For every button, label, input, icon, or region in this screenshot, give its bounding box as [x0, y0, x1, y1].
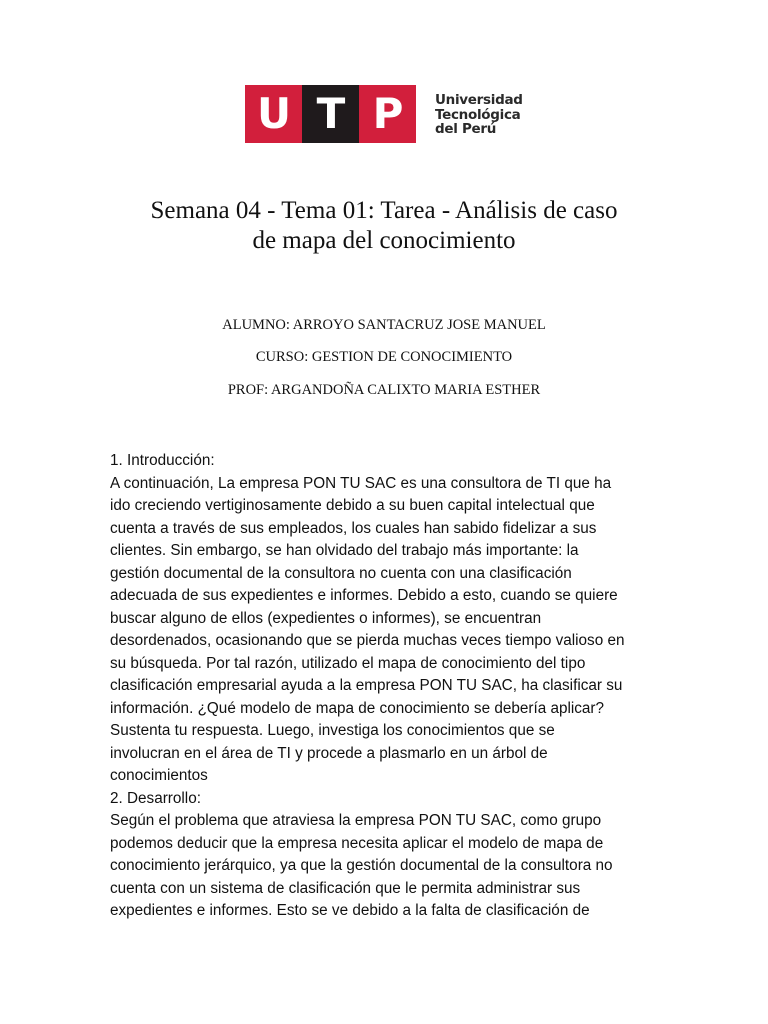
body-line: su búsqueda. Por tal razón, utilizado el mapa de conocimiento del tipo [110, 654, 586, 672]
professor-name: PROF: ARGANDOÑA CALIXTO MARIA ESTHER [227, 382, 541, 398]
student-name: ALUMNO: ARROYO SANTACRUZ JOSE MANUEL [222, 317, 546, 333]
course-name: CURSO: GESTION DE CONOCIMIENTO [255, 349, 513, 365]
body-line: buscar alguno de ellos (expedientes o informes), se encuentran [110, 609, 542, 627]
body-line: A continuación, La empresa PON TU SAC es una consultora de TI que ha [110, 474, 612, 492]
logo-letter-u: U [245, 85, 302, 143]
body-line: podemos deducir que la empresa necesita aplicar el modelo de mapa de [110, 834, 604, 852]
utp-logo [245, 85, 523, 143]
body-line: conocimiento jerárquico, ya que la gestión documental de la consultora no [110, 857, 613, 874]
title-line: de mapa del conocimiento [252, 227, 516, 254]
logo-name-line: Universidad [435, 92, 523, 108]
body-line: información. ¿Qué modelo de mapa de conocimiento se debería aplicar? [110, 699, 605, 717]
logo-letter-t: T [302, 85, 359, 143]
body-line: cuenta con un sistema de clasificación que le permita administrar sus [110, 879, 581, 897]
logo-name-line: Tecnológica [435, 106, 521, 123]
body-line: ido creciendo vertiginosamente debido a su buen capital intelectual que [110, 497, 595, 514]
body-line: clasificación empresarial ayuda a la empresa PON TU SAC, ha clasificar su [110, 677, 623, 694]
body-line: expedientes e informes. Esto se ve debido a la falta de clasificación de [110, 902, 590, 919]
logo-name-line: del Perú [435, 121, 497, 137]
body-line: adecuada de sus expedientes e informes. Debido a esto, cuando se quiere [110, 587, 618, 604]
body-line: desordenados, ocasionando que se pierda muchas veces tiempo valioso en [110, 632, 625, 649]
logo-university-name [435, 85, 523, 143]
title-line: Semana 04 - Tema 01: Tarea - Análisis de caso [150, 197, 618, 224]
body-line: cuenta a través de sus empleados, los cuales han sabido fidelizar a sus [110, 519, 597, 537]
body-line: gestión documental de la consultora no cuenta con una clasificación [110, 564, 572, 582]
body-line: involucran en el área de TI y procede a plasmarlo en un árbol de [110, 744, 548, 762]
logo-letter-p: P [359, 85, 416, 143]
body-line: conocimientos [110, 767, 208, 784]
document-body [110, 450, 670, 923]
body-line: 1. Introducción: [110, 452, 215, 469]
body-line: Sustenta tu respuesta. Luego, investiga los conocimientos que se [110, 722, 555, 739]
body-line: 2. Desarrollo: [110, 789, 201, 807]
body-line: Según el problema que atraviesa la empresa PON TU SAC, como grupo [110, 812, 602, 829]
document-title [80, 196, 688, 256]
body-line: clientes. Sin embargo, se han olvidado del trabajo más importante: la [110, 542, 579, 559]
